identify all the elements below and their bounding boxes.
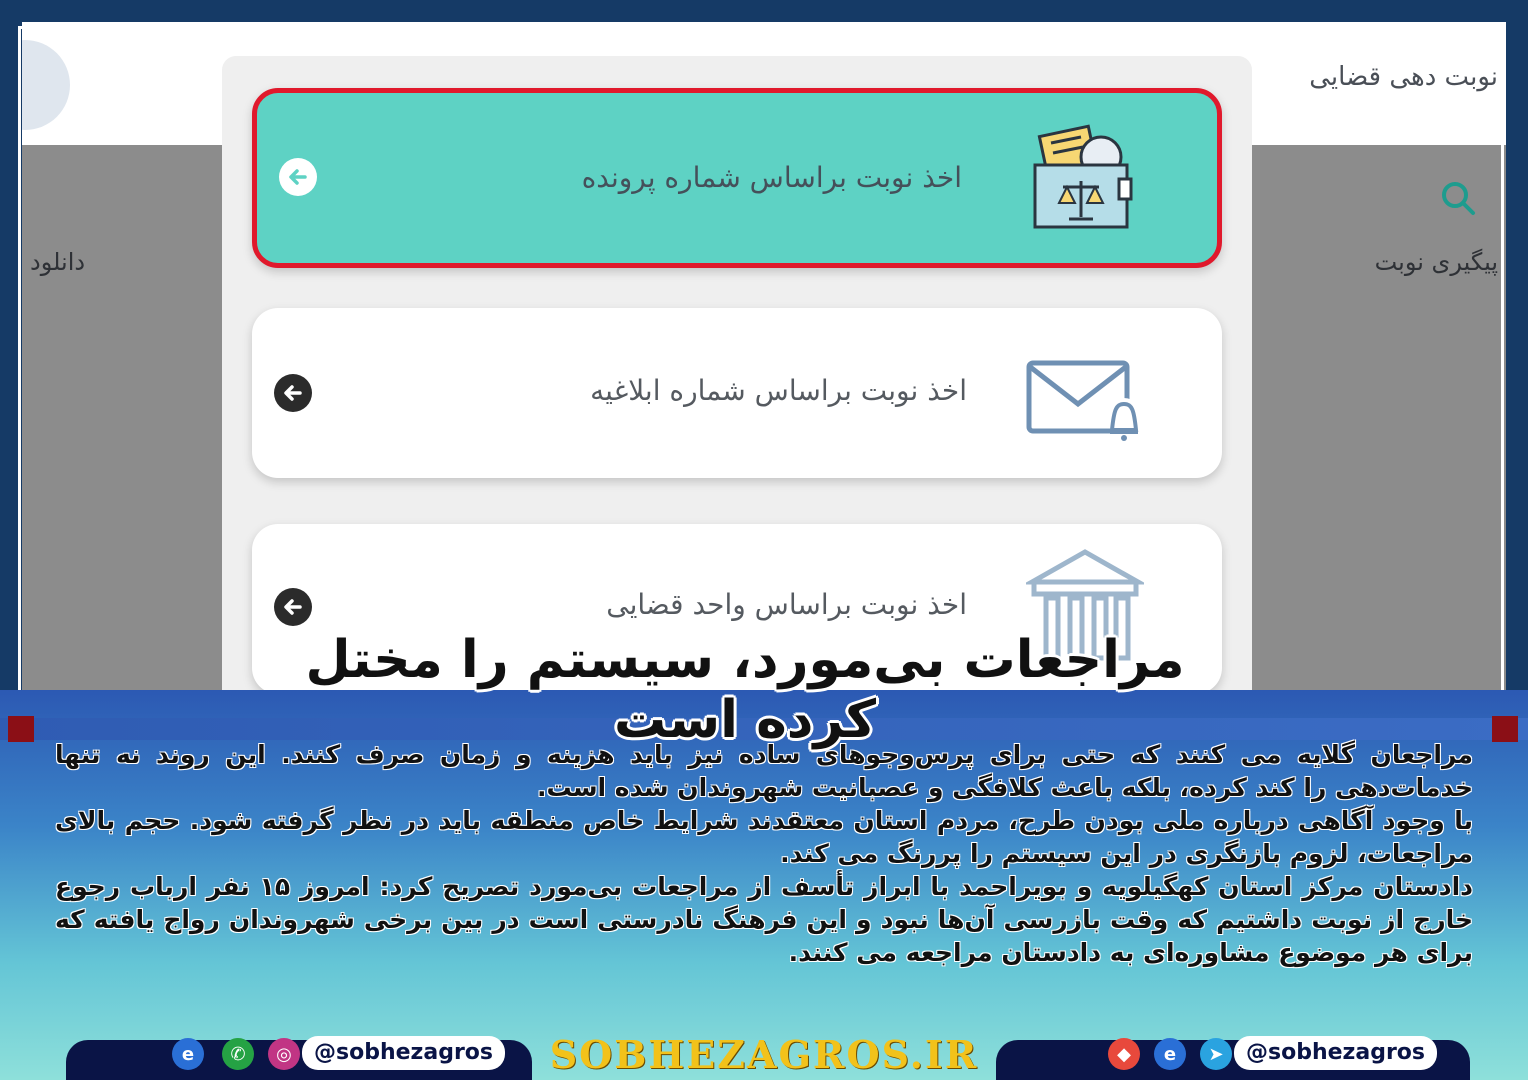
- search-icon: [1438, 178, 1478, 218]
- decor-square-right: [1492, 716, 1518, 742]
- track-appointment-label[interactable]: پیگیری نوبت: [1374, 248, 1498, 276]
- eitaa-icon[interactable]: e: [172, 1038, 204, 1070]
- option-label: اخذ نوبت براساس شماره پرونده: [581, 161, 962, 194]
- eitaa-icon[interactable]: e: [1154, 1038, 1186, 1070]
- case-file-icon: [1029, 123, 1139, 235]
- paragraph: دادستان مرکز استان کهگیلویه و بویراحمد با ابراز تأسف از مراجعات بی‌مورد تصریح کرد: امروز ۱۵ نفر ارباب رجوع خارج از نوبت داشتیم که وقت بازرسی آن‌ها نبود و این فرهنگ نادرستی است در بین برخی شهروندان رواج یافته که برای هر موضوع مشاوره‌ای به دادستان مراجعه می کنند.: [55, 872, 1474, 967]
- arrow-left-icon[interactable]: [274, 374, 312, 412]
- paragraph: با وجود آگاهی درباره ملی بودن طرح، مردم استان معتقدند شرایط خاص منطقه باید در نظر گرفته شود. حجم بالای مراجعات، لزوم بازنگری در این سیستم را پررنگ می کند.: [55, 806, 1473, 868]
- whatsapp-icon[interactable]: ✆: [222, 1038, 254, 1070]
- frame-left: [0, 0, 22, 720]
- envelope-bell-icon: [1026, 360, 1144, 444]
- instagram-icon[interactable]: ◎: [268, 1038, 300, 1070]
- arrow-left-icon[interactable]: [274, 588, 312, 626]
- arrow-left-icon[interactable]: [279, 158, 317, 196]
- paragraph: مراجعان گلایه می کنند که حتی برای پرس‌وجوهای ساده نیز باید هزینه و زمان صرف کنند. این روند نه تنها خدمات‌دهی را کند کرده، بلکه باعث کلافگی و عصبانیت شهروندان شده است.: [55, 740, 1473, 802]
- social-handle[interactable]: @sobhezagros: [1234, 1036, 1437, 1070]
- option-notice-number[interactable]: [252, 308, 1222, 478]
- social-handle[interactable]: @sobhezagros: [302, 1036, 505, 1070]
- option-case-number[interactable]: [252, 88, 1222, 268]
- telegram-icon[interactable]: ➤: [1200, 1038, 1232, 1070]
- frame-top: [0, 0, 1528, 22]
- frame-right: [1506, 0, 1528, 720]
- site-url[interactable]: SOBHEZAGROS.IR: [549, 1032, 979, 1077]
- option-label: اخذ نوبت براساس واحد قضایی: [606, 588, 967, 621]
- article-body: [55, 738, 1473, 969]
- decor-square-left: [8, 716, 34, 742]
- option-label: اخذ نوبت براساس شماره ابلاغیه: [590, 374, 967, 407]
- rubika-icon[interactable]: ◆: [1108, 1038, 1140, 1070]
- headline: مراجعات بی‌مورد، سیستم را مختل کرده است: [305, 630, 1185, 750]
- download-label[interactable]: دانلود: [30, 248, 86, 276]
- app-title: نوبت دهی قضایی: [1309, 62, 1498, 92]
